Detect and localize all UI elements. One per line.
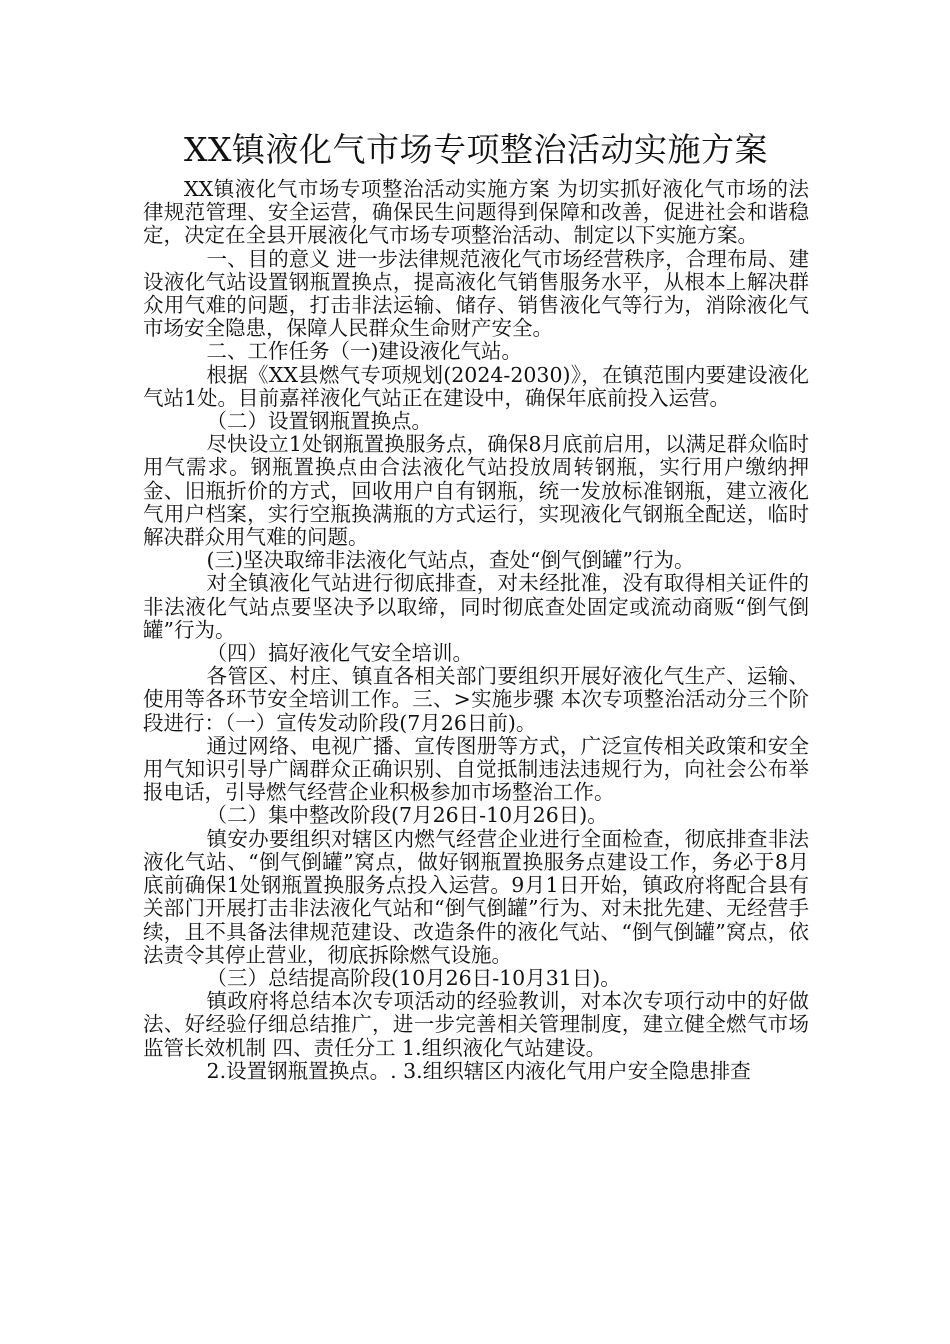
task-3-paragraph: 对全镇液化气站进行彻底排查，对未经批准，没有取得相关证件的非法液化气站点要坚决予以取缔，同时彻底查处固定或流动商贩“倒气倒罐”行为。 [143,571,809,642]
task-4-paragraph: 各管区、村庄、镇直各相关部门要组织开展好液化气生产、运输、使用等各环节安全培训工作。三、>实施步骤 本次专项整治活动分三个阶段进行：（一）宣传发动阶段(7月26日前)。 [143,664,809,735]
document-page [143,128,809,1083]
section-purpose-paragraph: 一、目的意义 进一步法律规范液化气市场经营秩序，合理布局、建设液化气站设置钢瓶置换点，提高液化气销售服务水平，从根本上解决群众用气难的问题，打击非法运输、储存、销售液化气等行为，消除液化气市场安全隐患，保障人民群众生命财产安全。 [143,246,809,341]
stage-2-heading: （二）集中整改阶段(7月26日-10月26日)。 [206,803,608,828]
task-4-heading: （四）搞好液化气安全培训。 [206,641,474,666]
task-2-heading: （二）设置钢瓶置换点。 [206,409,433,434]
stage-3-paragraph: 镇政府将总结本次专项活动的经验教训，对本次专项行动中的好做法、好经验仔细总结推广，进一步完善相关管理制度，建立健全燃气市场监管长效机制 四、责任分工 1.组织液化气站建设。 [143,989,809,1060]
responsibility-paragraph: 2.设置钢瓶置换点。. 3.组织辖区内液化气用户安全隐患排查 [206,1058,751,1083]
task-1-paragraph: 根据《XX县燃气专项规划(2024-2030)》，在镇范围内要建设液化气站1处。目前嘉祥液化气站正在建设中，确保年底前投入运营。 [143,362,809,410]
intro-paragraph: XX镇液化气市场专项整治活动实施方案 为切实抓好液化气市场的法律规范管理、安全运营，确保民生问题得到保障和改善，促进社会和谐稳定，决定在全县开展液化气市场专项整治活动、制定以下实施方案。 [143,177,809,248]
task-2-paragraph: 尽快设立1处钢瓶置换服务点，确保8月底前启用，以满足群众临时用气需求。钢瓶置换点由合法液化气站投放周转钢瓶，实行用户缴纳押金、旧瓶折价的方式，回收用户自有钢瓶，统一发放标准钢瓶，建立液化气用户档案，实行空瓶换满瓶的方式运行，实现液化气钢瓶全配送，临时解决群众用气难的问题。 [143,432,809,550]
stage-1-paragraph: 通过网络、电视广播、宣传图册等方式，广泛宣传相关政策和安全用气知识引导广阔群众正确识别、自觉抵制违法违规行为，向社会公布举报电话，引导燃气经营企业积极参加市场整治工作。 [143,733,809,805]
task-3-heading: (三)坚决取缔非法液化气站点，查处“倒气倒罐”行为。 [206,548,695,573]
section-tasks-heading: 二、工作任务（一)建设液化气站。 [206,339,523,364]
document-title: XX镇液化气市场专项整治活动实施方案 [184,130,768,169]
stage-2-paragraph: 镇安办要组织对辖区内燃气经营企业进行全面检查，彻底排查非法液化气站、“倒气倒罐”窝点，做好钢瓶置换服务点建设工作，务必于8月底前确保1处钢瓶置换服务点投入运营。9月1日开始，镇政府将配合县有关部门开展打击非法液化气站和“倒气倒罐”行为、对未批先建、无经营手续，且不具备法律规范建设、改造条件的液化气站、“倒气倒罐”窝点，依法责令其停止营业，彻底拆除燃气设施。 [143,826,809,967]
stage-3-heading: （三）总结提高阶段(10月26日-10月31日)。 [206,965,621,990]
